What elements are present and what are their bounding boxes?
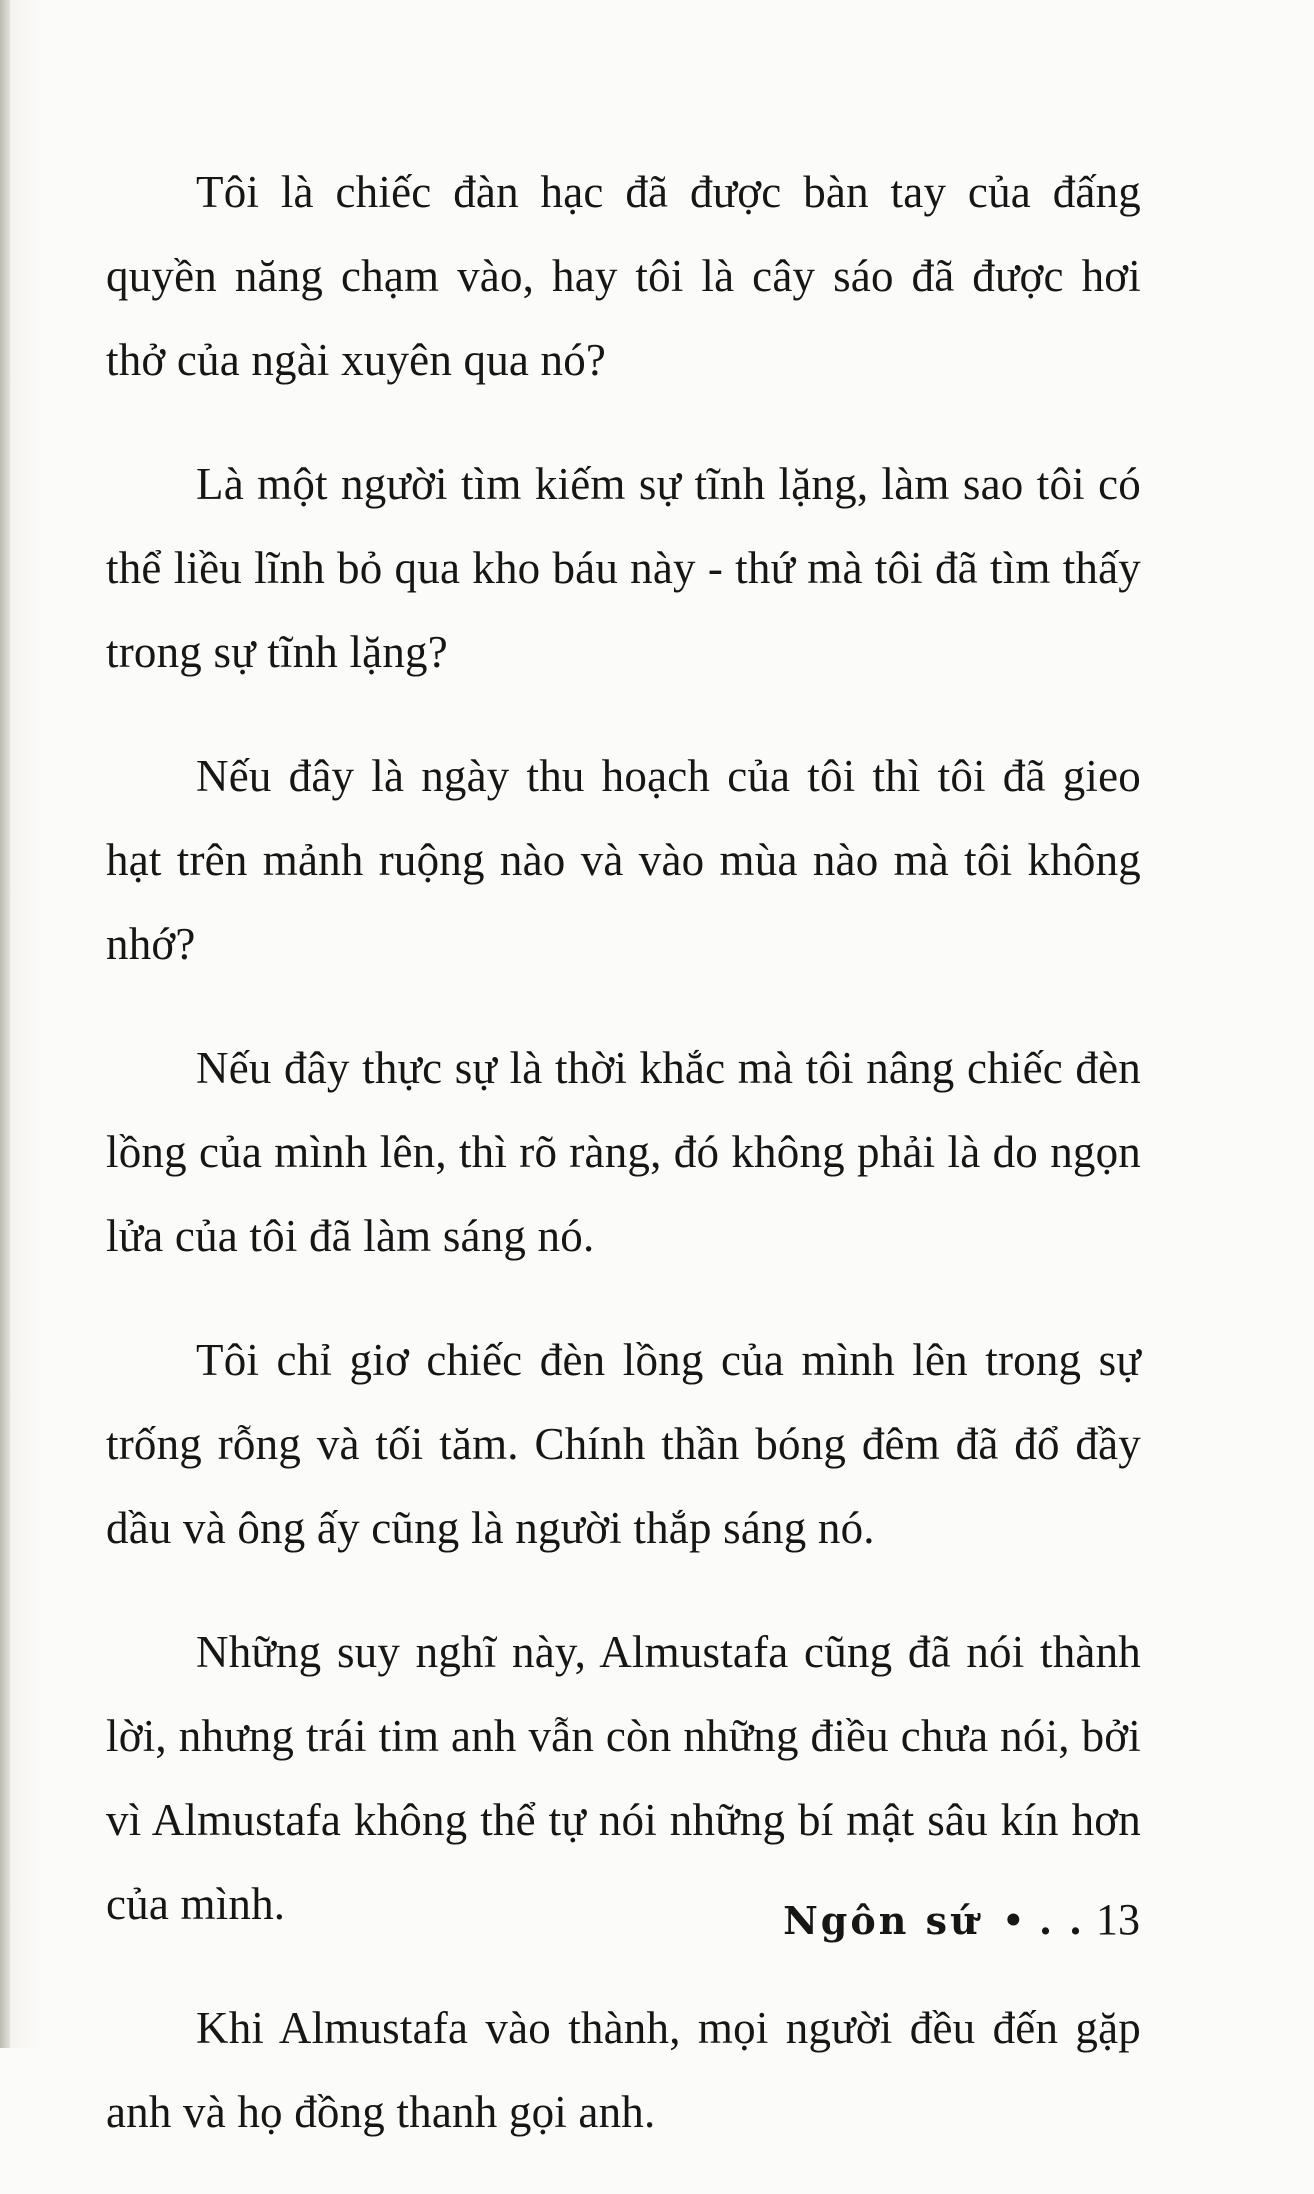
footer-separator: • . . xyxy=(1005,1895,1085,1944)
paragraph: Nếu đây là ngày thu hoạch của tôi thì tôi đã gieo hạt trên mảnh ruộng nào và vào mùa nào mà tôi không nhớ? xyxy=(106,751,1141,969)
page-footer xyxy=(780,1890,1140,1950)
page-number: 13 xyxy=(1096,1895,1140,1944)
paragraph: Những suy nghĩ này, Almustafa cũng đã nói thành lời, nhưng trái tim anh vẫn còn những điều chưa nói, bởi vì Almustafa không thể tự nói những bí mật sâu kín hơn của mình. xyxy=(106,1627,1141,1929)
page-spine-edge xyxy=(0,0,10,2048)
paragraph: Khi Almustafa vào thành, mọi người đều đến gặp anh và họ đồng thanh gọi anh. xyxy=(106,2003,1141,2137)
paragraph: Nếu đây thực sự là thời khắc mà tôi nâng chiếc đèn lồng của mình lên, thì rõ ràng, đó không phải là do ngọn lửa của tôi đã làm sáng nó. xyxy=(106,1043,1141,1261)
running-title: Ngôn sứ xyxy=(783,1898,981,1943)
paragraph: Tôi là chiếc đàn hạc đã được bàn tay của đấng quyền năng chạm vào, hay tôi là cây sáo đã được hơi thở của ngài xuyên qua nó? xyxy=(106,167,1141,385)
body-text xyxy=(106,150,1141,2194)
paragraph: Là một người tìm kiếm sự tĩnh lặng, làm sao tôi có thể liều lĩnh bỏ qua kho báu này - thứ mà tôi đã tìm thấy trong sự tĩnh lặng? xyxy=(106,459,1141,677)
paragraph: Tôi chỉ giơ chiếc đèn lồng của mình lên trong sự trống rỗng và tối tăm. Chính thần bóng đêm đã đổ đầy dầu và ông ấy cũng là người thắp sáng nó. xyxy=(106,1335,1141,1553)
